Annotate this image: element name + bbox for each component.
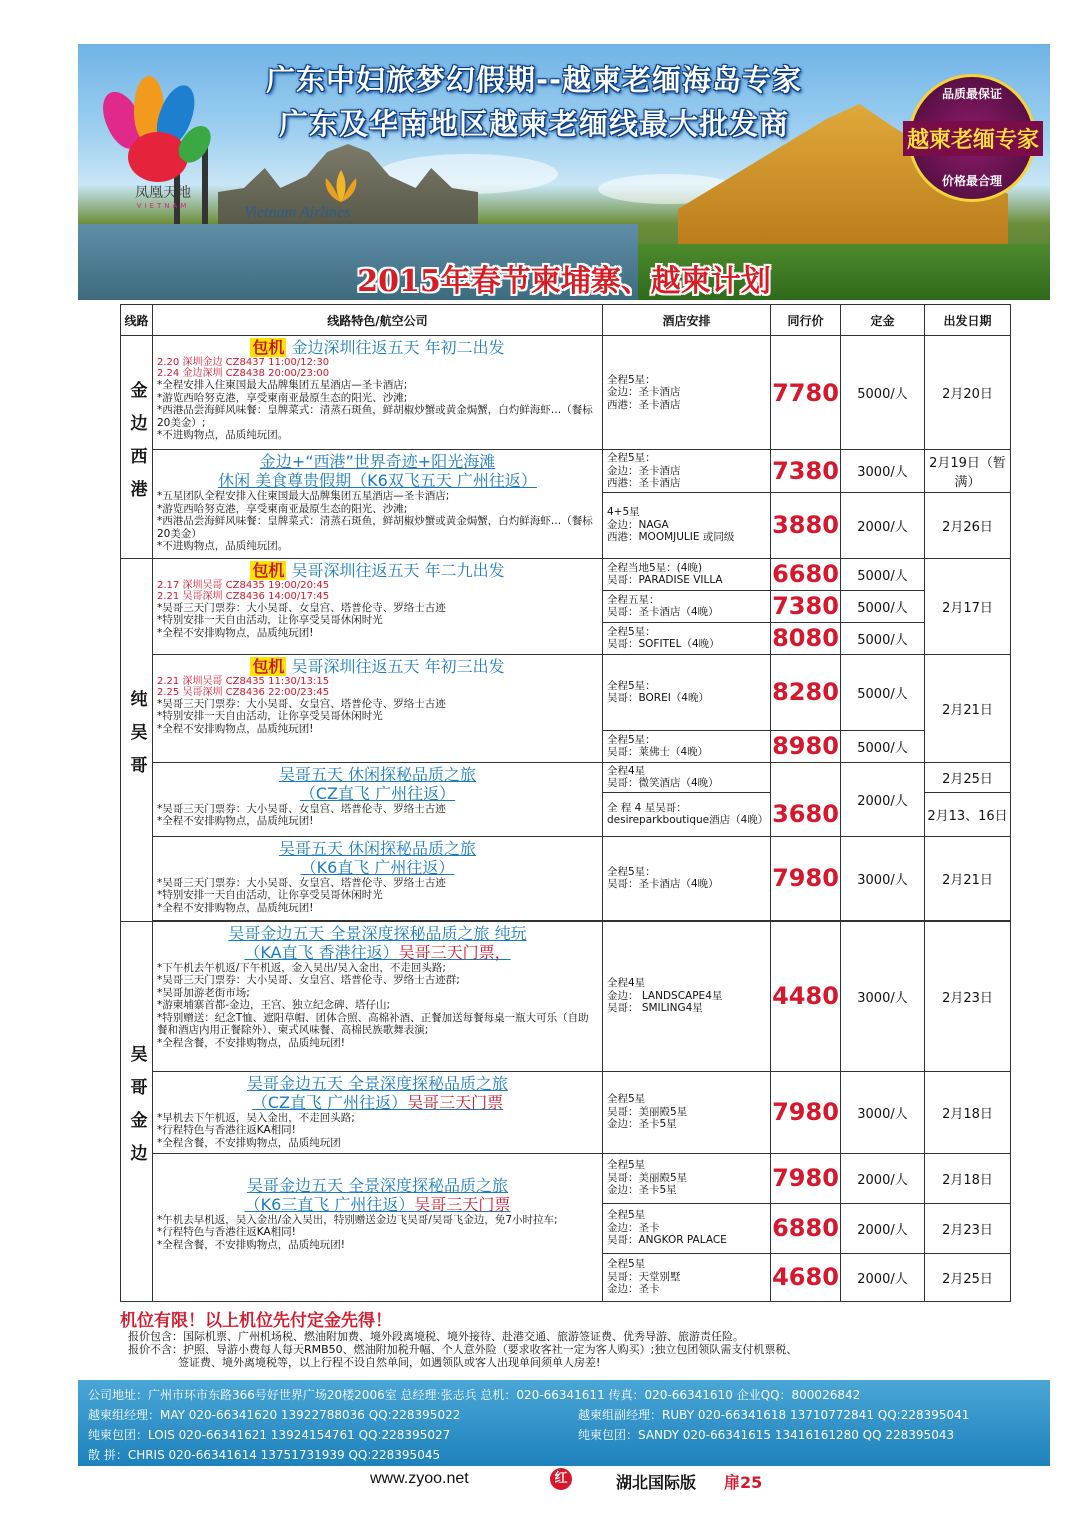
hotel-info: 全程5星 吴哥：天堂别墅 金边：圣卡 <box>603 1253 771 1301</box>
seat-notice: 机位有限！以上机位先付定金先得！ <box>120 1306 1010 1326</box>
departure-date: 2月20日 <box>925 336 1011 450</box>
departure-date: 2月25日 <box>925 1253 1011 1301</box>
deposit: 5000/人 <box>841 558 925 590</box>
hotel-info: 全程5星： 吴哥：BOREI（4晚） <box>603 654 771 730</box>
departure-date: 2月23日 <box>925 921 1011 1071</box>
deposit: 5000/人 <box>841 654 925 730</box>
deposit: 3000/人 <box>841 450 925 493</box>
table-row <box>121 836 1011 920</box>
quality-seal <box>906 74 1039 202</box>
tour-description: 包机 吴哥深圳往返五天 年初三出发 2.21 深圳吴哥 CZ8435 11:30/13:15 2.25 吴哥深圳 CZ8436 22:00/23:45 *吴哥三天门票券：大小吴哥、女皇宫、塔普伦寺、罗络士古迹 *特别安排一天自由活动，让你享受吴哥休闲时光 *全程不安排购物点，品质纯玩团! <box>153 654 603 762</box>
hotel-info: 全程5星： 吴哥：SOFITEL（4晚） <box>603 622 771 654</box>
deposit: 5000/人 <box>841 730 925 762</box>
hotel-info: 4+5星 金边：NAGA 西港：MOOMJULIE 或同级 <box>603 492 771 558</box>
price-excludes-cont: 签证费、境外离境税等，以上行程不设自然单间，如遇领队或客人出现单间须单人房差! <box>178 1356 601 1369</box>
tour-description: 包机 吴哥深圳往返五天 年二九出发 2.17 深圳吴哥 CZ8435 19:00/20:45 2.21 吴哥深圳 CZ8436 14:00/17:45 *吴哥三天门票券：大小吴哥、女皇宫、塔普伦寺、罗络士古迹 *特别安排一天自由活动，让你享受吴哥休闲时光 *全程不安排购物点，品质纯玩团! <box>153 558 603 654</box>
price: 7980 <box>771 1153 841 1203</box>
departure-date: 2月17日 <box>925 558 1011 654</box>
tour-description: 包机 金边深圳往返五天 年初二出发 2.20 深圳金边 CZ8437 11:00/12:30 2.24 金边深圳 CZ8438 20:00/23:00 *全程安排入住柬国最大品牌集团五星酒店—圣卡酒店; *游览西哈努克港，享受柬南亚最原生态的阳光、沙滩; *西港品尝海鲜风味餐：皇牌菜式：清蒸石斑鱼，鲜胡椒炒蟹或黄金焗蟹，白灼鲜海虾…（餐标20美金）; *不进购物点，品质纯玩团。 <box>153 336 603 450</box>
deposit: 2000/人 <box>841 1203 925 1253</box>
deposit: 2000/人 <box>841 492 925 558</box>
table-row <box>121 654 1011 730</box>
tour-description: 吴哥金边五天 全景深度探秘品质之旅 （CZ直飞 广州往返）吴哥三天门票 *早机去下午机返，吴入金出，不走回头路; *行程特色与香港往返KA相同! *全程含餐，不安排购物点，品质纯玩团 <box>153 1071 603 1153</box>
hotel-info: 全程5星 金边：圣卡 吴哥：ANGKOR PALACE <box>603 1203 771 1253</box>
header-date: 出发日期 <box>925 305 1011 336</box>
tour-description: 金边+“西港”世界奇迹+阳光海滩 休闲 美食尊贵假期（K6双飞五天 广州往返） *五星团队全程安排入住柬国最大品牌集团五星酒店—圣卡酒店; *游览西哈努克港，享受柬南亚最原生态的阳光、沙滩; *西港品尝海鲜风味餐：皇牌菜式：清蒸石斑鱼，鲜胡椒炒蟹或黄金焗蟹，白灼鲜海虾…（餐标20美金） *不进购物点，品质纯玩团。 <box>153 450 603 559</box>
departure-date: 2月13、16日 <box>925 792 1011 836</box>
price: 3680 <box>771 762 841 836</box>
contact-lois: 纯柬包团：LOIS 020-66341621 13924154761 QQ:228395027 <box>88 1428 451 1442</box>
edition-label: 湖北国际版 <box>616 1473 697 1492</box>
hotel-info: 全程5星 吴哥：美丽殿5星 金边：圣卡5星 <box>603 1071 771 1153</box>
price: 6880 <box>771 1203 841 1253</box>
hotel-info: 全程五星： 吴哥：圣卡酒店（4晚） <box>603 590 771 622</box>
table-row <box>121 1153 1011 1203</box>
table-row <box>121 558 1011 590</box>
contact-may: 越柬组经理：MAY 020-66341620 13922788036 QQ:228395022 <box>88 1408 461 1422</box>
hotel-info: 全程5星： 吴哥：莱佛士（4晚） <box>603 730 771 762</box>
deposit: 5000/人 <box>841 590 925 622</box>
table-row <box>121 921 1011 1071</box>
airline-logo-text: Vietnam Airlines <box>244 204 351 221</box>
departure-date: 2月18日 <box>925 1071 1011 1153</box>
plan-title: 2015年春节柬埔寨、越柬计划 <box>357 264 771 299</box>
deposit: 3000/人 <box>841 1071 925 1153</box>
table-row <box>121 336 1011 450</box>
hotel-info: 全程4星 金边： LANDSCAPE4星 吴哥： SMILING4星 <box>603 921 771 1071</box>
contact-ruby: 越柬组副经理：RUBY 020-66341618 13710772841 QQ:228395041 <box>578 1408 970 1422</box>
lotus-icon <box>314 168 368 204</box>
header-desc: 线路特色/航空公司 <box>153 305 603 336</box>
headline-1: 广东中妇旅梦幻假期--越柬老缅海岛专家 <box>265 63 803 97</box>
tour-description: 吴哥五天 休闲探秘品质之旅 （CZ直飞 广州往返） *吴哥三天门票券：大小吴哥、女皇宫、塔普伦寺、罗络士古迹 *全程不安排购物点，品质纯玩团! <box>153 762 603 836</box>
price: 7780 <box>771 336 841 450</box>
hotel-info: 全程当地5星：(4晚) 吴哥：PARADISE VILLA <box>603 558 771 590</box>
seal-top: 品质最保证 <box>941 87 1002 101</box>
red-badge-icon: 红 <box>550 1468 572 1490</box>
price: 3880 <box>771 492 841 558</box>
page-number: 扉25 <box>724 1473 763 1492</box>
brochure-page <box>78 44 1050 1464</box>
hotel-info: 全程5星 吴哥：美丽殿5星 金边：圣卡5星 <box>603 1153 771 1203</box>
hotel-info: 全 程 4 星吴哥： desireparkboutique酒店（4晚） <box>603 792 771 836</box>
seal-middle: 越柬老缅专家 <box>903 121 1043 156</box>
table-row <box>121 450 1011 493</box>
deposit: 5000/人 <box>841 622 925 654</box>
banner <box>78 44 1050 300</box>
seal-bottom: 价格最合理 <box>941 174 1002 188</box>
contact-chris: 散 拼：CHRIS 020-66341614 13751731939 QQ:228395045 <box>88 1448 441 1462</box>
price: 8080 <box>772 624 839 652</box>
price: 7380 <box>771 450 841 493</box>
contact-footer <box>78 1380 1050 1466</box>
tour-table <box>120 304 1011 1302</box>
site-url[interactable]: www.zyoo.net <box>370 1470 469 1487</box>
deposit: 2000/人 <box>841 762 925 836</box>
header-hotel: 酒店安排 <box>603 305 771 336</box>
header-price: 同行价 <box>771 305 841 336</box>
tour-description: 吴哥五天 休闲探秘品质之旅 （K6直飞 广州往返） *吴哥三天门票券：大小吴哥、女皇宫、塔普伦寺、罗络士古迹 *特别安排一天自由活动，让你享受吴哥休闲时光 *全程不安排购物点，品质纯玩团! <box>153 836 603 920</box>
hotel-info: 全程5星： 吴哥：圣卡酒店（4晚） <box>603 836 771 920</box>
deposit: 3000/人 <box>841 836 925 920</box>
hotel-info: 全程4星 吴哥：微笑酒店（4晚） <box>603 762 771 792</box>
price-includes: 报价包含：国际机票、广州机场税、燃油附加费、境外段离境税、境外接待、赴港交通、旅游签证费、优秀导游、旅游责任险。 <box>128 1330 744 1343</box>
price-excludes: 报价不含：护照、导游小费每人每天RMB50、燃油附加税升幅、个人意外险（要求收客社一定为客人购买）;独立包团领队需支付机票税、 <box>128 1343 798 1356</box>
route-group-label: 金边西港 <box>121 336 153 559</box>
hotel-info: 全程5星： 金边：圣卡酒店 西港：圣卡酒店 <box>603 336 771 450</box>
table-row <box>121 1071 1011 1153</box>
contact-sandy: 纯柬包团：SANDY 020-66341615 13416161280 QQ 228395043 <box>578 1428 955 1442</box>
price: 4480 <box>771 921 841 1071</box>
deposit: 3000/人 <box>841 921 925 1071</box>
logo-subtitle: VIETNAM <box>136 202 190 210</box>
hotel-info: 全程5星： 金边：圣卡酒店 西港：圣卡酒店 <box>603 450 771 493</box>
departure-date: 2月19日（暂满） <box>925 450 1011 493</box>
header-deposit: 定金 <box>841 305 925 336</box>
departure-date: 2月21日 <box>925 654 1011 762</box>
deposit: 2000/人 <box>841 1253 925 1301</box>
table-row <box>121 762 1011 792</box>
headline-2: 广东及华南地区越柬老缅线最大批发商 <box>278 107 789 141</box>
price: 4680 <box>771 1253 841 1301</box>
departure-date: 2月23日 <box>925 1203 1011 1253</box>
departure-date: 2月21日 <box>925 836 1011 920</box>
price-terms <box>128 1330 1028 1369</box>
departure-date: 2月25日 <box>925 762 1011 792</box>
departure-date: 2月18日 <box>925 1153 1011 1203</box>
route-group-label: 纯吴哥 <box>121 558 153 921</box>
price: 8980 <box>772 732 839 760</box>
header-route: 线路 <box>121 305 153 336</box>
table-header-row <box>121 305 1011 336</box>
tour-description: 吴哥金边五天 全景深度探秘品质之旅 （K6三直飞 广州往返）吴哥三天门票 *午机去早机返，吴入金出/金入吴出，特别赠送金边飞吴哥/吴哥飞金边，免7小时拉车; *行程特色与香港往返KA相同! *全程含餐，不安排购物点，品质纯玩团! <box>153 1153 603 1301</box>
price: 7980 <box>771 836 841 920</box>
price: 7980 <box>771 1071 841 1153</box>
deposit: 2000/人 <box>841 1153 925 1203</box>
departure-date: 2月26日 <box>925 492 1011 558</box>
tour-description: 吴哥金边五天 全景深度探秘品质之旅 纯玩 （KA直飞 香港往返）吴哥三天门票， *下午机去午机返/下午机返，金入吴出/吴入金出，不走回头路; *吴哥三天门票券：大小吴哥、女皇宫、塔普伦寺、罗络士古迹群; *吴哥加游老街市场; *游柬埔寨首都-金边，王宫、独立纪念碑、塔仔山; *特别赠送：纪念T恤、遮阳草帽、团体合照、高棉补酒、正餐加送每餐每桌一瓶大可乐（自助餐和酒店内用正餐除外）、柬式风味餐、高棉民族歌舞表演; *全程含餐，不安排购物点，品质纯玩团! <box>153 921 603 1071</box>
logo-name: 凤凰天地 <box>135 185 191 201</box>
route-group-label: 吴哥金边 <box>121 921 153 1301</box>
price: 6680 <box>772 560 839 588</box>
company-address: 公司地址：广州市环市东路366号好世界广场20楼2006室 总经理:张志兵 总机：020-66341611 传真：020-66341610 企业QQ：800026842 <box>88 1388 861 1402</box>
deposit: 5000/人 <box>841 336 925 450</box>
price: 8280 <box>771 654 841 730</box>
price: 7380 <box>772 592 839 620</box>
